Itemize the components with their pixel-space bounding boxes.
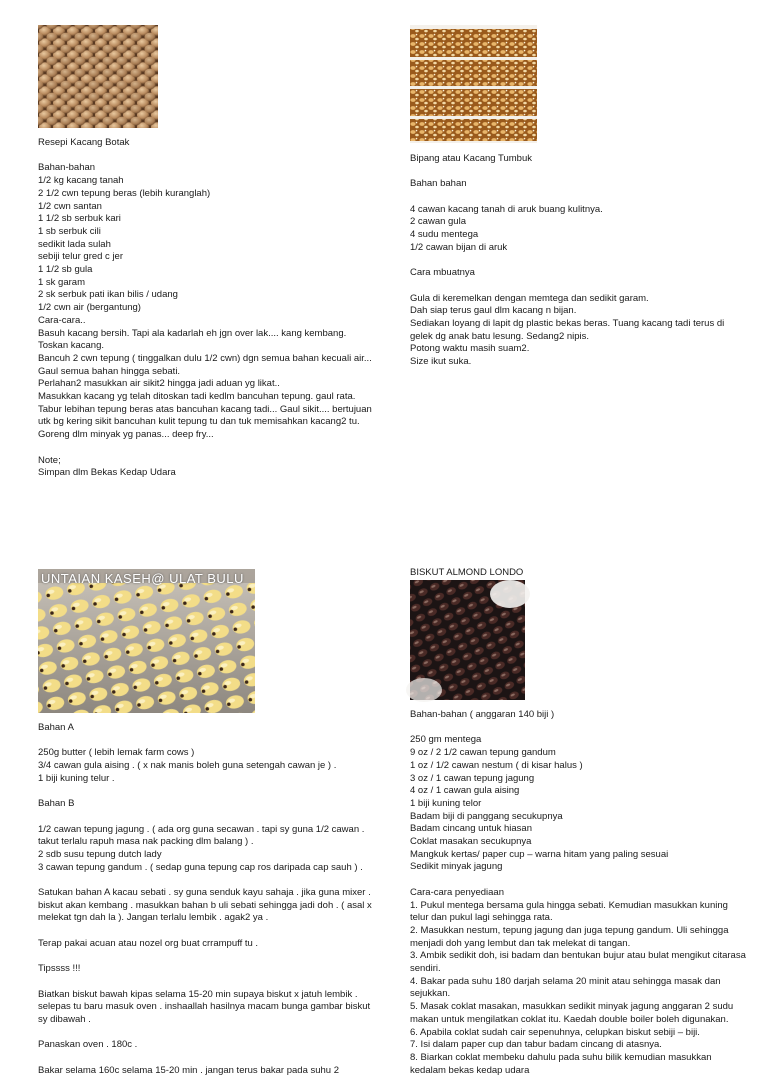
blank-line [38, 735, 383, 748]
recipe-line: 1 sk garam [38, 276, 85, 288]
recipe-ulat-bulu-text [38, 722, 383, 1078]
peanuts-photo-graphic [38, 25, 158, 128]
recipe-line: 1/2 cwn air (bergantung) [38, 302, 141, 314]
recipe-line: 3 oz / 1 cawan tepung jagung [410, 772, 535, 784]
blank-line [38, 951, 383, 964]
recipe-line: sedikit lada sulah [38, 238, 111, 250]
recipe-line: 1/2 cwn santan [38, 200, 102, 212]
recipe-line: Sedikit minyak jagung [410, 861, 503, 873]
recipe-almond-londo [410, 709, 760, 1076]
recipe-line: melekat tgn dah la ). Jangan terlalu lembik . agak2 ya . [38, 912, 269, 924]
recipe-line: sebiji telur gred c jer [38, 251, 124, 263]
recipe-line: Masukkan kacang yg telah ditoskan tadi kedlm bancuhan tepung. gaul rata. [38, 391, 356, 403]
recipe-almond-londo-text [410, 709, 760, 1077]
recipe-line: makan untuk mengilatkan coklat itu. Kaedah double boiler boleh digunakan. [410, 1013, 729, 1025]
recipe-line: 2. Masukkan nestum, tepung jagung dan juga tepung gandum. Uli sehingga [410, 924, 729, 936]
recipe-line: Perlahan2 masukkan air sikit2 hingga jadi aduan yg likat.. [38, 378, 280, 390]
recipe-line: Resepi Kacang Botak [38, 137, 130, 148]
recipe-line: gelek dg anak batu lesung. Sedang2 nipis. [410, 330, 590, 342]
recipe-line: Panaskan oven . 180c . [38, 1039, 138, 1051]
recipe-line: Simpan dlm Bekas Kedap Udara [38, 467, 176, 479]
recipe-line: 1/2 kg kacang tanah [38, 175, 124, 187]
recipe-line: menjadi doh yang lembut dan tak melekat di tangan. [410, 937, 631, 949]
almond-londo-cookies-photo-graphic [410, 580, 525, 700]
recipe-kacang-botak-text [38, 137, 378, 480]
recipe-ulat-bulu [38, 722, 383, 1076]
recipe-line: 250g butter ( lebih lemak farm cows ) [38, 747, 195, 759]
recipe-line: sy dibawah . [38, 1014, 91, 1026]
blank-line [410, 722, 760, 735]
recipe-line: Bahan B [38, 798, 75, 810]
recipe-line: Gaul semua bahan hingga sebati. [38, 365, 181, 377]
recipe-line: 1 oz / 1/2 cawan nestum ( di kisar halus ) [410, 759, 583, 771]
peanuts-photo [38, 25, 158, 128]
recipe-line: kedalam bekas kedap udara [410, 1064, 530, 1076]
blank-line [38, 925, 383, 938]
recipe-line: Potong waktu masih suam2. [410, 343, 530, 355]
peanut-brittle-photo-graphic [410, 25, 537, 143]
recipe-line: 1 biji kuning telor [410, 797, 482, 809]
recipe-line: Note; [38, 454, 61, 466]
recipe-line: Bahan bahan [410, 178, 467, 190]
recipe-kacang-botak [38, 137, 378, 480]
recipe-line: 3/4 cawan gula aising . ( x nak manis boleh guna setengah cawan je ) . [38, 760, 337, 772]
recipe-line: telur dan pukul lagi sehingga rata. [410, 912, 553, 924]
blank-line [410, 166, 755, 179]
recipe-line: Gula di keremelkan dengan memtega dan sedikit garam. [410, 292, 649, 304]
recipe-line: 3 cawan tepung gandum . ( sedap guna tepung cap ros daripada cap sauh ) . [38, 861, 363, 873]
recipe-line: Bakar selama 160c selama 15-20 min . jangan terus bakar pada suhu 2 [38, 1064, 340, 1076]
almond-londo-cookies-photo [410, 580, 525, 700]
recipe-line: 1 1/2 sb serbuk kari [38, 213, 121, 225]
recipe-line: 1. Pukul mentega bersama gula hingga sebati. Kemudian masukkan kuning [410, 899, 728, 911]
recipe-line: 6. Apabila coklat sudah cair sepenuhnya, celupkan biskut sebiji – biji. [410, 1026, 700, 1038]
recipe-line: 4 cawan kacang tanah di aruk buang kulitnya. [410, 203, 603, 215]
recipe-line: Bahan-bahan ( anggaran 140 biji ) [410, 709, 555, 720]
recipe-line: 4. Bakar pada suhu 180 darjah selama 20 minit atau sehingga masak dan [410, 975, 721, 987]
caterpillar-cookies-caption: UNTAIAN KASEH@ ULAT BULU [41, 571, 244, 586]
recipe-line: 1 biji kuning telur . [38, 772, 115, 784]
recipe-almond-londo-title [410, 567, 755, 580]
recipe-title: BISKUT ALMOND LONDO [410, 567, 524, 578]
recipe-line: 9 oz / 2 1/2 cawan tepung gandum [410, 747, 556, 759]
recipe-line: Satukan bahan A kacau sebati . sy guna senduk kayu sahaja . jika guna mixer . [38, 887, 371, 899]
recipe-line: 2 cawan gula [410, 216, 466, 228]
recipe-line: 1 sb serbuk cili [38, 225, 101, 237]
blank-line [38, 1052, 383, 1065]
blank-line [38, 874, 383, 887]
recipe-line: 4 oz / 1 cawan gula aising [410, 785, 520, 797]
recipe-line: biskut akan kembang . masukkan bahan b uli sebati sehingga jadi doh . ( asal x [38, 899, 372, 911]
recipe-line: 1/2 cawan bijan di aruk [410, 241, 508, 253]
recipe-line: Cara mbuatnya [410, 267, 475, 279]
recipe-line: Goreng dlm minyak yg panas... deep fry... [38, 429, 214, 441]
recipe-line: Badam biji di panggang secukupnya [410, 810, 563, 822]
recipe-line: utk bg kering sikit bancuhan kulit tepung tu dan tuk memisahkan kacang2 tu. [38, 416, 360, 428]
recipe-line: Mangkuk kertas/ paper cup – warna hitam yang paling sesuai [410, 848, 669, 860]
blank-line [410, 191, 755, 204]
caterpillar-cookies-photo-graphic [38, 569, 255, 713]
recipe-line: 1 1/2 sb gula [38, 264, 93, 276]
recipe-line: Terap pakai acuan atau nozel org buat crrampuff tu . [38, 937, 259, 949]
recipe-line: Bancuh 2 cwn tepung ( tinggalkan dulu 1/2 cwn) dgn semua bahan kecuali air... [38, 352, 372, 364]
recipe-line: selepas tu baru masuk oven . inshaallah hasilnya macam bunga gambar biskut [38, 1001, 371, 1013]
recipe-line: sejukkan. [410, 988, 451, 1000]
blank-line [38, 150, 378, 163]
recipe-bipang-text [410, 153, 755, 369]
caterpillar-cookies-photo [38, 569, 255, 713]
recipe-line: Coklat masakan secukupnya [410, 836, 532, 848]
blank-line [38, 442, 378, 455]
recipe-line: takut terlalu rapuh masa nak packing dlm balang ) . [38, 836, 254, 848]
recipe-line: 4 sudu mentega [410, 229, 479, 241]
recipe-line: 5. Masak coklat masakan, masukkan sedikit minyak jagung anggaran 2 sudu [410, 1001, 734, 1013]
recipe-line: Basuh kacang bersih. Tapi ala kadarlah eh jgn over lak.... kang kembang. [38, 327, 347, 339]
blank-line [38, 811, 383, 824]
recipe-line: Tabur lebihan tepung beras atas bancuhan kacang tadi... Gaul sikit.... bertujuan [38, 403, 372, 415]
recipe-bipang [410, 153, 755, 369]
recipe-line: Cara-cara penyediaan [410, 886, 505, 898]
recipe-line: sendiri. [410, 963, 441, 975]
blank-line [410, 255, 755, 268]
blank-line [410, 874, 760, 887]
recipe-line: Size ikut suka. [410, 356, 472, 368]
recipe-line: Tipssss !!! [38, 963, 81, 975]
blank-line [410, 280, 755, 293]
recipe-line: Bahan A [38, 722, 74, 733]
recipe-line: Dah siap terus gaul dlm kacang n bijan. [410, 305, 577, 317]
recipe-line: 1/2 cawan tepung jagung . ( ada org guna secawan . tapi sy guna 1/2 cawan . [38, 823, 365, 835]
recipe-line: Bipang atau Kacang Tumbuk [410, 153, 533, 164]
recipe-line: 2 1/2 cwn tepung beras (lebih kuranglah) [38, 187, 211, 199]
recipe-line: Toskan kacang. [38, 340, 105, 352]
recipe-line: 8. Biarkan coklat membeku dahulu pada suhu bilik kemudian masukkan [410, 1051, 712, 1063]
recipe-line: 2 sdb susu tepung dutch lady [38, 848, 162, 860]
recipe-line: Sediakan loyang di lapit dg plastic bekas beras. Tuang kacang tadi terus di [410, 318, 725, 330]
recipe-line: 3. Ambik sedikit doh, isi badam dan bentukan bujur atau bulat mengikut citarasa [410, 950, 746, 962]
recipe-line: Bahan-bahan [38, 162, 96, 174]
recipe-line: Biatkan biskut bawah kipas selama 15-20 min supaya biskut x jatuh lembik . [38, 988, 358, 1000]
recipe-line: 250 gm mentega [410, 734, 482, 746]
peanut-brittle-photo [410, 25, 537, 143]
blank-line [38, 1027, 383, 1040]
blank-line [38, 786, 383, 799]
blank-line [38, 976, 383, 989]
recipe-line: Badam cincang untuk hiasan [410, 823, 532, 835]
recipe-line: 7. Isi dalam paper cup dan tabur badam cincang di atasnya. [410, 1039, 662, 1051]
recipe-line: 2 sk serbuk pati ikan bilis / udang [38, 289, 178, 301]
recipe-line: Cara-cara.. [38, 314, 86, 326]
